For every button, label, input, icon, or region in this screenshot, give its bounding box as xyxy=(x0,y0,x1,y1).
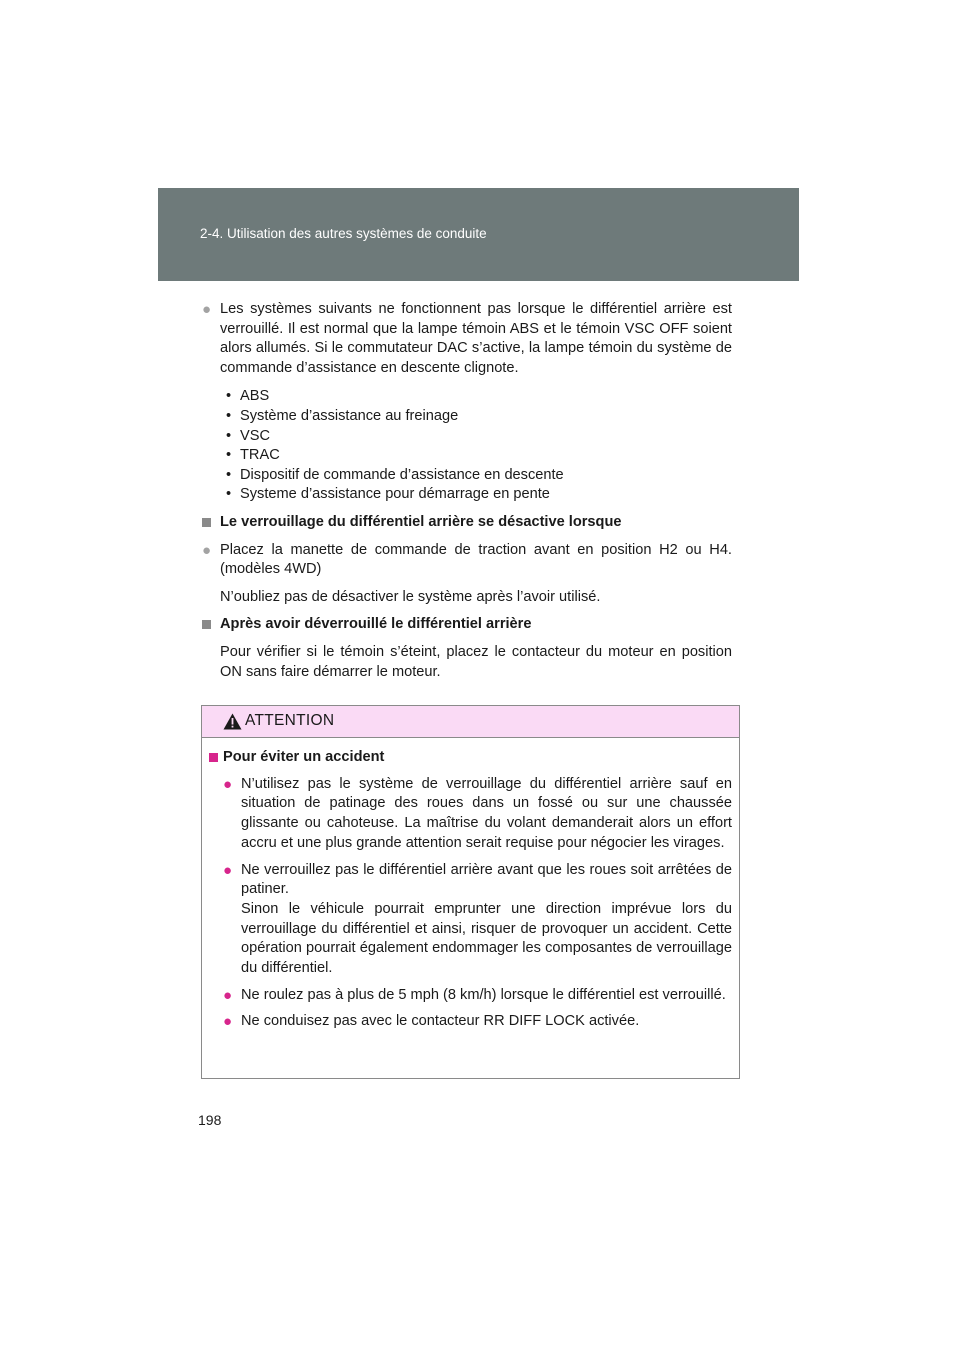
list-item: • TRAC xyxy=(226,446,732,466)
systems-list xyxy=(200,387,732,505)
main-content xyxy=(200,300,732,682)
circle-bullet-icon: ● xyxy=(202,541,212,559)
after-unlock-text: Pour vérifier si le témoin s’éteint, placez le contacteur du moteur en position ON sans faire démarrer le moteur. xyxy=(220,643,732,680)
list-item: • ABS xyxy=(226,387,732,407)
attention-item: ● Ne roulez pas à plus de 5 mph (8 km/h) lorsque le différentiel est verrouillé. xyxy=(223,986,726,1004)
list-item: • Système d’assistance au freinage xyxy=(226,407,732,427)
attention-item: ● Ne verrouillez pas le différentiel arrière avant que les roues soit arrêtées de patiner. Sinon le véhicule pourrait emprunter une direction imprévue lors du verrouillage du différentiel et ainsi, risquer de provoquer un accident. Cette opération pourrait également endommager les composantes de verrouillage du différentiel. xyxy=(223,861,732,977)
intro-text: Les systèmes suivants ne fonctionnent pas lorsque le différentiel arrière est verrouillé. Il est normal que la lampe témoin ABS et le témoin VSC OFF soient alors allumés. Si le commutateur DAC s’active, la lampe témoin du système de commande d’assistance en descente clignote. xyxy=(220,301,732,376)
section-heading-deactivate: Le verrouillage du différentiel arrière se désactive lorsque xyxy=(200,513,732,533)
intro-bullet xyxy=(200,300,732,378)
deactivate-note: N’oubliez pas de désactiver le système après l’avoir utilisé. xyxy=(220,588,601,605)
circle-bullet-icon: ● xyxy=(223,861,233,879)
attention-box xyxy=(201,705,740,1079)
attention-item: ● Ne conduisez pas avec le contacteur RR DIFF LOCK activée. xyxy=(223,1013,640,1031)
circle-bullet-icon: ● xyxy=(202,301,212,318)
circle-bullet-icon: ● xyxy=(223,1013,233,1031)
attention-heading: Pour éviter un accident xyxy=(209,748,732,768)
page-number: 198 xyxy=(198,1112,222,1128)
square-bullet-icon xyxy=(209,753,218,762)
attention-label: ATTENTION xyxy=(245,712,335,729)
list-item: • VSC xyxy=(226,427,732,447)
circle-bullet-icon: ● xyxy=(223,986,233,1004)
square-bullet-icon xyxy=(202,518,211,527)
section-title: 2-4. Utilisation des autres systèmes de conduite xyxy=(200,226,487,241)
attention-header xyxy=(202,706,739,738)
attention-item: ● N’utilisez pas le système de verrouillage du différentiel arrière sauf en situation de patinage des roues dans un fossé ou sur une chaussée glissante ou cahoteuse. La maîtrise du volant demanderait alors un effort accru et une plus grande attention serait requise pour négocier les virages. xyxy=(223,775,732,851)
warning-triangle-icon xyxy=(223,713,242,730)
deactivate-bullet: ● Placez la manette de commande de traction avant en position H2 ou H4. (modèles 4WD) xyxy=(202,541,732,578)
circle-bullet-icon: ● xyxy=(223,775,233,793)
attention-body xyxy=(202,738,739,1032)
square-bullet-icon xyxy=(202,620,211,629)
list-item: • Dispositif de commande d’assistance en descente xyxy=(226,466,732,486)
section-heading-after-unlock: Après avoir déverrouillé le différentiel arrière xyxy=(200,615,732,635)
list-item: • Systeme d’assistance pour démarrage en pente xyxy=(226,485,732,505)
